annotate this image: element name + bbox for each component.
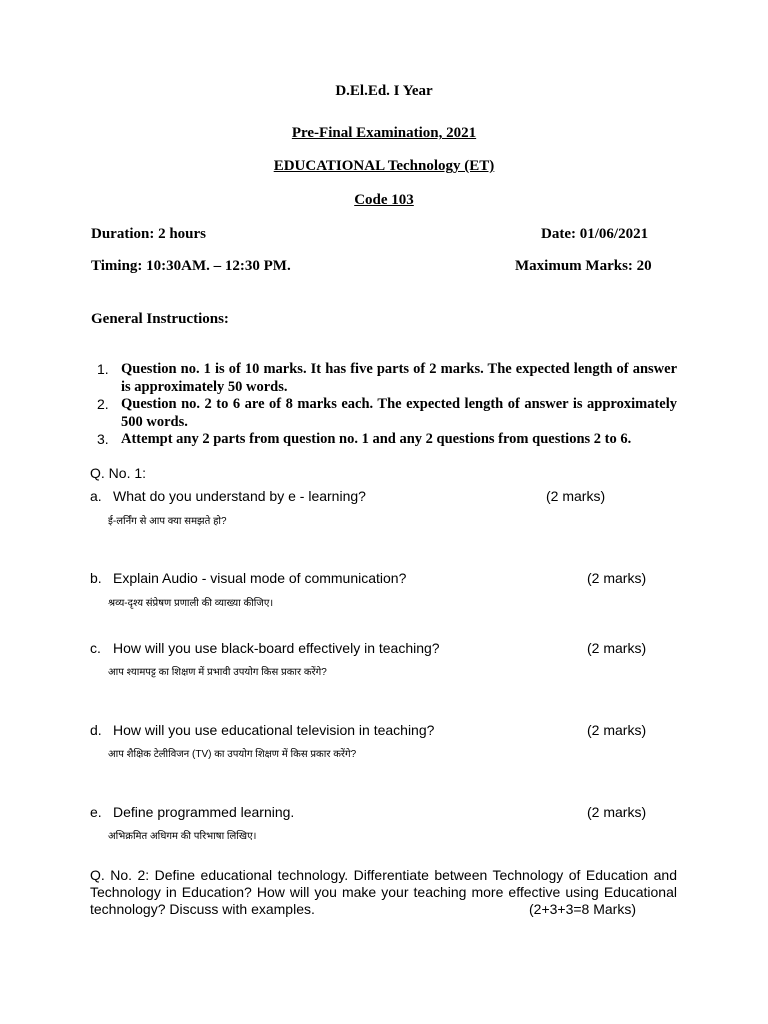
maximum-marks: Maximum Marks: 20 [515,258,652,274]
question-1d-letter: d. [90,722,102,738]
subject-title-text: EDUCATIONAL Technology (ET) [273,158,495,174]
instruction-number: 2. [97,396,109,412]
question-1a-letter: a. [90,488,102,504]
course-title: D.El.Ed. I Year [335,83,433,99]
question-1b-marks: (2 marks) [587,570,647,586]
instruction-text: Question no. 1 is of 10 marks. It has five parts of 2 marks. The expected length of answer is approximately 50 words. [121,361,677,395]
question-1e-marks: (2 marks) [587,804,647,820]
question-1c-hindi: आप श्यामपट्ट का शिक्षण में प्रभावी उपयोग किस प्रकार करेंगे? [108,667,327,678]
subject-code [0,192,768,209]
subject-code-text: Code 103 [354,192,414,208]
question-1e-hindi: अभिक्रमित अधिगम की परिभाषा लिखिए। [108,831,257,842]
question-1a-text: What do you understand by e - learning? [113,488,366,504]
subject-title [0,158,768,175]
exam-title [0,125,768,142]
instruction-item [97,396,677,431]
question-1d-hindi: आप शैक्षिक टेलीविजन (TV) का उपयोग शिक्षण में किस प्रकार करेंगे? [108,749,357,760]
question-1b-hindi: श्रव्य-दृश्य संप्रेषण प्रणाली की व्याख्या कीजिए। [108,598,274,609]
exam-title-text: Pre-Final Examination, 2021 [291,125,477,141]
instruction-text: Question no. 2 to 6 are of 8 marks each. The expected length of answer is approximately 500 words. [121,396,677,430]
question-1d-text: How will you use educational television in teaching? [113,722,435,738]
instructions-title: General Instructions: [91,311,229,327]
question-1a-marks: (2 marks) [546,488,606,504]
question-1b-text: Explain Audio - visual mode of communication? [113,570,407,586]
duration: Duration: 2 hours [91,226,207,242]
question-2-text: Q. No. 2: Define educational technology. Differentiate between Technology of Education and Technology in Education? How will you make your teaching more effective using Educational technology? Discuss with examples. [90,867,677,917]
question-1c-text: How will you use black-board effectively in teaching? [113,640,440,656]
question-2-marks: (2+3+3=8 Marks) [529,901,636,917]
question-1c-letter: c. [90,640,101,656]
instruction-item [97,361,677,396]
question-1e-letter: e. [90,804,102,820]
timing: Timing: 10:30AM. – 12:30 PM. [91,258,291,274]
question-1-heading: Q. No. 1: [90,465,147,481]
instruction-item [97,431,677,449]
question-1c-marks: (2 marks) [587,640,647,656]
question-1b-letter: b. [90,570,102,586]
question-1e-text: Define programmed learning. [113,804,295,820]
instructions-list [97,361,677,449]
question-1d-marks: (2 marks) [587,722,647,738]
instruction-number: 1. [97,361,109,377]
question-1a-hindi: ई-लर्निंग से आप क्या समझते हो? [108,516,227,527]
instruction-text: Attempt any 2 parts from question no. 1 and any 2 questions from questions 2 to 6. [121,431,632,447]
exam-date: Date: 01/06/2021 [541,226,649,242]
instruction-number: 3. [97,431,109,447]
